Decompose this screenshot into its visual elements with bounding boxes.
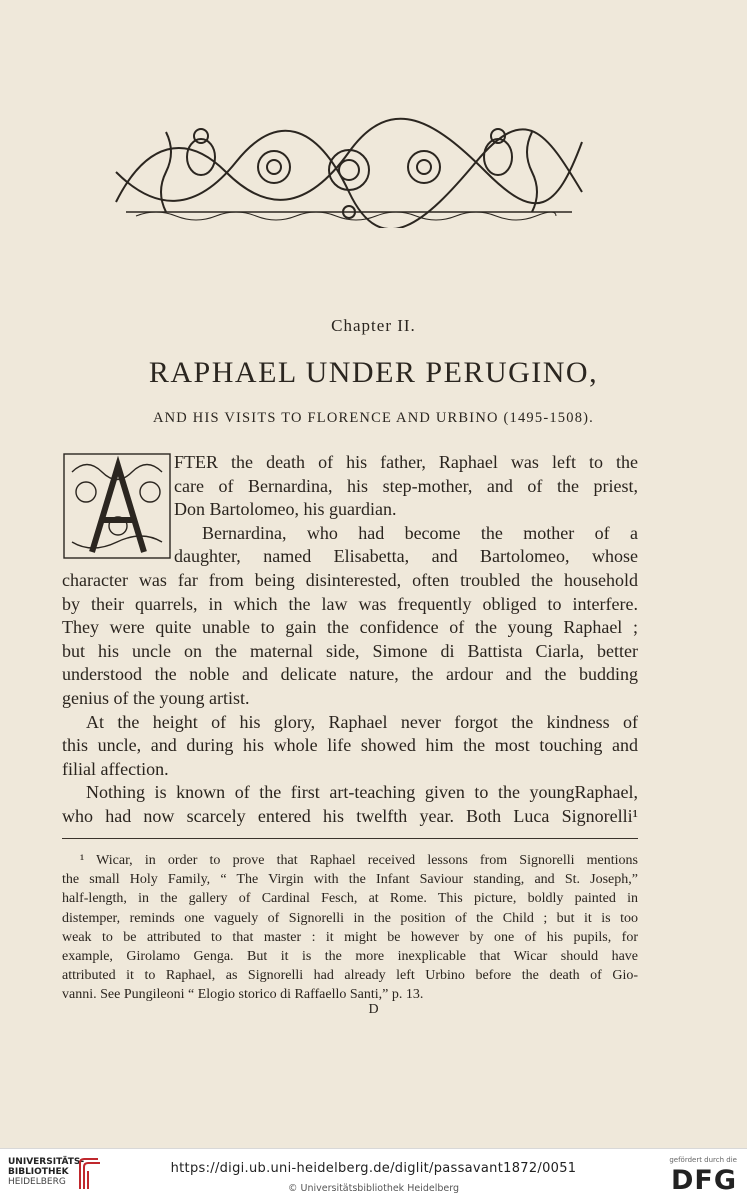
body-line: filial affection. [62, 758, 169, 779]
body-line: understood the noble and delicate nature, the ardour and the budding [62, 664, 638, 685]
footnote [62, 851, 638, 1005]
library-line: HEIDELBERG [8, 1177, 66, 1187]
body-text [62, 451, 638, 829]
body-line: by their quarrels, in which the law was frequently obliged to interfere. [62, 593, 638, 614]
signature-mark: D [368, 1002, 379, 1017]
body-line: genius of the young artist. [62, 687, 250, 708]
footnote-line: vanni. See Pungileoni “ Elogio storico di Raffaello Santi,” p. 13. [62, 987, 424, 1003]
copyright-notice: © Universitätsbibliothek Heidelberg [287, 1183, 459, 1194]
funded-by-label: gefördert durch die [669, 1156, 737, 1164]
footnote-line: the small Holy Family, “ The Virgin with the Infant Saviour standing, and St. Joseph,” [62, 872, 638, 888]
dfg-logo[interactable]: DFG [670, 1165, 737, 1196]
body-line: Nothing is known of the first art-teaching given to the youngRaphael, [86, 782, 638, 803]
body-line: this uncle, and during his whole life showed him the most touching and [62, 735, 638, 756]
body-line: Don Bartolomeo, his guardian. [174, 499, 397, 520]
body-line: who had now scarcely entered his twelfth year. Both Luca Signorelli¹ [62, 805, 638, 826]
library-line: UNIVERSITÄTS- [8, 1157, 85, 1167]
chapter-subtitle: AND HIS VISITS TO FLORENCE AND URBINO (1495-1508). [152, 410, 595, 426]
body-line: At the height of his glory, Raphael never forgot the kindness of [86, 711, 638, 732]
body-line: Bernardina, who had become the mother of a [202, 522, 638, 543]
footnote-line: ¹ Wicar, in order to prove that Raphael received lessons from Signorelli mentions [80, 853, 638, 868]
body-line: but his uncle on the maternal side, Simone di Battista Ciarla, better [62, 640, 638, 661]
viewer-footer [0, 1148, 747, 1203]
footnote-line: distemper, reminds one vaguely of Signorelli in the position of the Child ; but it is too [62, 910, 638, 926]
footnote-line: example, Girolamo Genga. But it is the more inexplicable that Wicar should have [62, 948, 638, 964]
library-line: BIBLIOTHEK [8, 1167, 69, 1177]
footnote-line: attributed it to Raphael, as Signorelli had already left Urbino before the death of Gio- [62, 968, 638, 984]
footnote-line: weak to be attributed to that master : it might be however by one of his pupils, for [62, 929, 638, 945]
body-line: character was far from being disinterested, often troubled the household [62, 569, 638, 590]
body-line: care of Bernardina, his step-mother, and of the priest, [174, 475, 638, 496]
body-line: FTER the death of his father, Raphael was left to the [174, 452, 638, 472]
footnote-line: half-length, in the gallery of Cardinal Fesch, at Rome. This picture, boldly painted in [62, 891, 638, 907]
body-line: daughter, named Elisabetta, and Bartolomeo, whose [174, 546, 638, 567]
chapter-heading: Chapter II. [331, 316, 416, 335]
page-url-link[interactable]: https://digi.ub.uni-heidelberg.de/diglit/passavant1872/0051 [170, 1161, 577, 1176]
ornamental-headpiece [106, 112, 592, 228]
body-line: They were quite unable to gain the confidence of the young Raphael ; [62, 617, 638, 638]
footnote-rule [62, 838, 638, 839]
chapter-title: RAPHAEL UNDER PERUGINO, [148, 356, 599, 389]
